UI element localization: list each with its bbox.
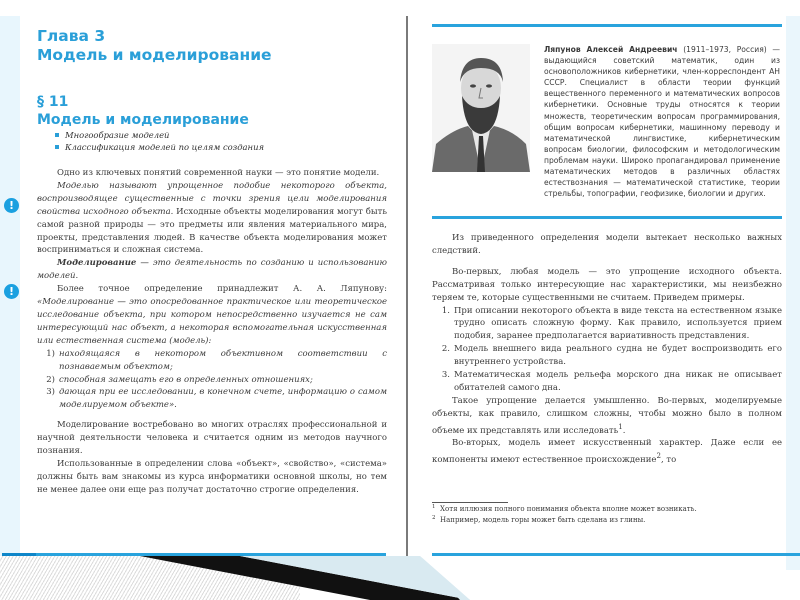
footnote-separator xyxy=(432,502,508,503)
paragraph: Одно из ключевых понятий современной науки — это понятие модели. xyxy=(57,168,380,178)
important-icon: ! xyxy=(4,198,19,213)
paragraph: Во-первых, любая модель — это упрощение исходного объекта. Рассматривая только интересующие нас характеристики, мы неизбежно теряем те, которые существенными не считаем. Приведем примеры. xyxy=(432,266,782,303)
decorative-base xyxy=(0,556,800,600)
model-definition: Моделью называют упрощенное подобие некоторого объекта, воспроизводящее существенные с точки зрения цели моделирования свойства исходного объекта. xyxy=(37,180,387,217)
term-modeling: Моделирование xyxy=(57,258,137,269)
modeling-definition-paragraph xyxy=(37,257,387,283)
topic-item: Многообразие моделей xyxy=(55,129,264,141)
right-margin-band xyxy=(786,16,800,570)
left-body-text xyxy=(37,167,387,497)
right-body-text xyxy=(432,232,782,467)
chapter-heading xyxy=(37,27,272,65)
model-definition-paragraph xyxy=(37,180,387,257)
quote-intro: Более точное определение принадлежит А. А. Ляпунову: xyxy=(57,284,387,295)
section-title: Модель и моделирование xyxy=(37,112,249,128)
paragraph: Из приведенного определения модели вытекает несколько важных следствий. xyxy=(432,233,782,256)
list-item: 1) находящаяся в некотором объективном соответствии с познаваемым объектом; xyxy=(46,348,387,372)
important-icon: ! xyxy=(4,284,19,299)
list-item: 3) дающая при ее исследовании, в конечном счете, информацию о самом моделируемом объекте». xyxy=(46,387,387,411)
list-item: 3. Математическая модель рельефа морского дна никак не описывает обитателей самого дна. xyxy=(441,370,782,393)
lyapunov-quote: «Моделирование — это опосредованное практическое или теоретическое исследование объекта, при котором непосредственно изучается не сам интересующий нас объект, а некоторая вспомогательная искусственная или естественная система (модель): xyxy=(37,297,387,346)
list-item: 1. При описании некоторого объекта в виде текста на естественном языке трудно описать сложную форму. Как правило, используется прием подобия, заранее предполагается вариативность представления. xyxy=(441,305,782,342)
section-heading xyxy=(37,93,249,129)
topic-item: Классификация моделей по целям создания xyxy=(55,141,264,153)
chapter-title: Модель и моделирование xyxy=(37,46,272,64)
biography-note xyxy=(544,44,780,199)
footnotes xyxy=(432,504,697,526)
examples-list xyxy=(432,305,782,395)
right-bio-bottom-rule xyxy=(432,216,782,219)
footnote: 2 Например, модель горы может быть сделана из глины. xyxy=(432,515,646,524)
decorative-shadow-shape xyxy=(0,556,800,600)
book-spine-divider xyxy=(406,16,408,561)
paragraph-text: Исходные объекты моделирования могут быть самой разной природы — это предметы или явления материального мира, проекты, представления людей. В качестве объекта моделирования может восприниматься и сложная система. xyxy=(37,206,387,256)
paragraph: Такое упрощение делается умышленно. Во-первых, моделируемые объекты, как правило, слишком сложны, чтобы можно было в полном объеме их представлять или исследовать$^1$. xyxy=(432,395,782,436)
lyapunov-portrait xyxy=(432,44,530,172)
bio-name: Ляпунов Алексей Андреевич xyxy=(544,45,678,54)
footnote-ref[interactable]: 2 xyxy=(656,451,661,461)
right-top-rule xyxy=(432,24,782,27)
lyapunov-quote-paragraph xyxy=(37,283,387,348)
paragraph: Использованные в определении слова «объект», «свойство», «система» должны быть вам знакомы из курса информатики основной школы, но тем не менее далее они еще раз получат достаточно строгие определения. xyxy=(37,458,387,495)
bio-text: (1911–1973, Россия) — выдающийся советский математик, один из основоположников кибернетики, член-корреспондент АН СССР. Специалист в области теории функций вещественного переменного и математических вопросов кибернетики. Основные труды относятся к теории множеств, теоретическим вопросам программирования, общим вопросам кибернетики, машинному переводу и математической лингвистике, кибернетическим вопросам биологии, философским и методологическим проблемам науки. Широко пропагандировал применение математических методов в различных областях естествознания — математической статистике, теории стрельбы, топографии, геофизике, биологии и других. xyxy=(544,45,781,199)
footnote-ref[interactable]: 1 xyxy=(618,421,623,431)
section-topics xyxy=(55,129,264,153)
list-item: 2) способная замещать его в определенных отношениях; xyxy=(46,374,313,385)
quote-list xyxy=(37,348,387,413)
footnote: 1 Хотя иллюзия полного понимания объекта вполне может возникать. xyxy=(432,504,697,513)
chapter-label: Глава 3 xyxy=(37,27,106,45)
paragraph: Во-вторых, модель имеет искусственный характер. Даже если ее компоненты имеют естественное происхождение$^2$, то xyxy=(432,438,782,466)
list-item: 2. Модель внешнего вида реального судна не будет воспроизводить его внутреннего устройства. xyxy=(441,344,782,368)
section-number: § 11 xyxy=(37,94,69,110)
paragraph: Моделирование востребовано во многих отраслях профессиональной и научной деятельности человека и считается одним из методов научного познания. xyxy=(37,420,387,457)
modeling-definition: — это деятельность по созданию и использованию моделей. xyxy=(37,258,387,282)
